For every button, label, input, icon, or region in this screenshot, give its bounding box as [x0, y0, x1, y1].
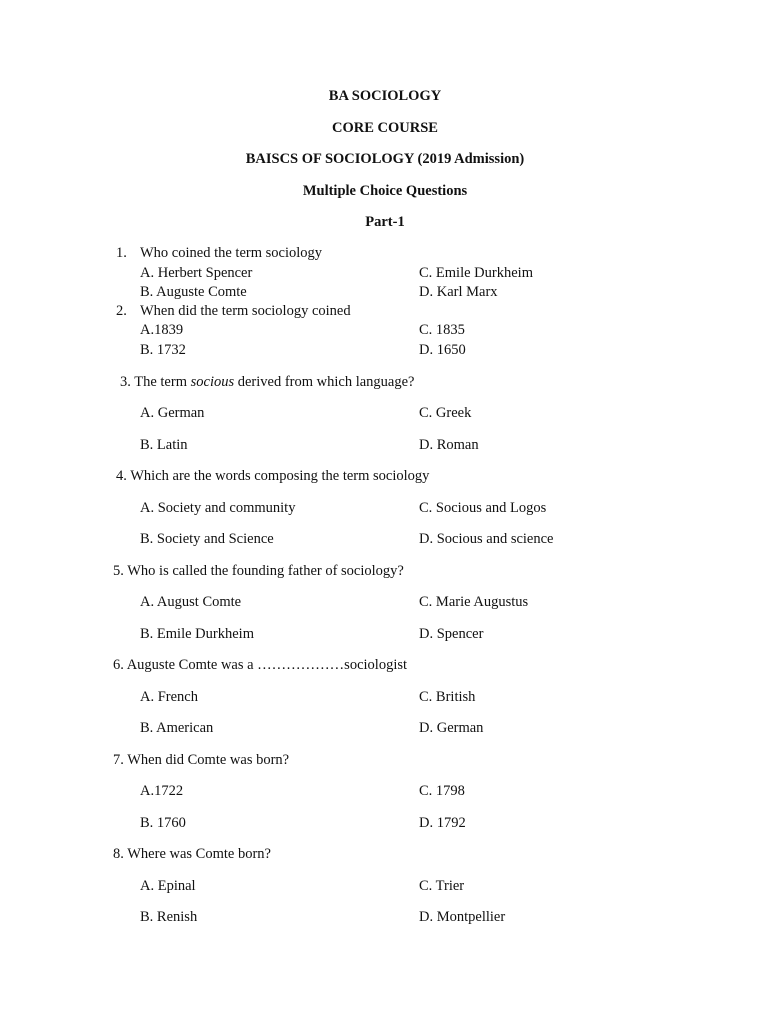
option-d: D. 1650 [419, 342, 466, 358]
question-text: 4. Which are the words composing the term sociology [116, 468, 430, 484]
option-c: C. Trier [419, 878, 465, 894]
question-text: When did the term sociology coined [140, 303, 351, 319]
option-a: A.1839 [140, 322, 184, 338]
option-d: D. Spencer [419, 626, 484, 642]
doc-course: CORE COURSE [332, 120, 438, 136]
question-number: 1. [116, 245, 127, 261]
option-c: C. Socious and Logos [419, 500, 547, 516]
option-a: A. Epinal [140, 878, 196, 894]
option-d: D. Socious and science [419, 531, 554, 547]
option-b: B. American [140, 720, 214, 736]
option-a: A. August Comte [140, 594, 242, 610]
question-number: 2. [116, 303, 127, 319]
option-a: A. Herbert Spencer [140, 265, 253, 281]
question-text-prefix: 3. The term [120, 374, 191, 390]
option-b: B. 1760 [140, 815, 186, 831]
option-b: B. Society and Science [140, 531, 274, 547]
option-d: D. 1792 [419, 815, 466, 831]
option-b: B. 1732 [140, 342, 186, 358]
option-d: D. German [419, 720, 484, 736]
option-b: B. Auguste Comte [140, 284, 247, 300]
option-d: D. Karl Marx [419, 284, 498, 300]
option-b: B. Renish [140, 909, 198, 925]
doc-title: BA SOCIOLOGY [328, 88, 442, 104]
question-text-italic-term: socious [190, 374, 235, 390]
option-b: B. Latin [140, 437, 188, 453]
option-a: A. German [140, 405, 205, 421]
question-text: 8. Where was Comte born? [113, 846, 271, 862]
option-b: B. Emile Durkheim [140, 626, 254, 642]
question-text: 7. When did Comte was born? [113, 752, 290, 768]
option-c: C. British [419, 689, 476, 705]
option-c: C. Emile Durkheim [419, 265, 533, 281]
doc-part: Part-1 [365, 214, 405, 230]
option-a: A. French [140, 689, 198, 705]
option-c: C. Greek [419, 405, 472, 421]
question-text: 5. Who is called the founding father of sociology? [113, 563, 404, 579]
option-a: A. Society and community [140, 500, 296, 516]
question-text-suffix: derived from which language? [234, 374, 415, 390]
option-d: D. Roman [419, 437, 479, 453]
option-c: C. 1798 [419, 783, 465, 799]
question-text [120, 373, 414, 391]
question-text: 6. Auguste Comte was a ………………sociologist [113, 657, 408, 673]
doc-subject: BAISCS OF SOCIOLOGY (2019 Admission) [245, 151, 525, 167]
option-d: D. Montpellier [419, 909, 506, 925]
question-text: Who coined the term sociology [140, 245, 323, 261]
doc-section-title: Multiple Choice Questions [302, 183, 468, 199]
option-a: A.1722 [140, 783, 184, 799]
option-c: C. Marie Augustus [419, 594, 529, 610]
option-c: C. 1835 [419, 322, 465, 338]
